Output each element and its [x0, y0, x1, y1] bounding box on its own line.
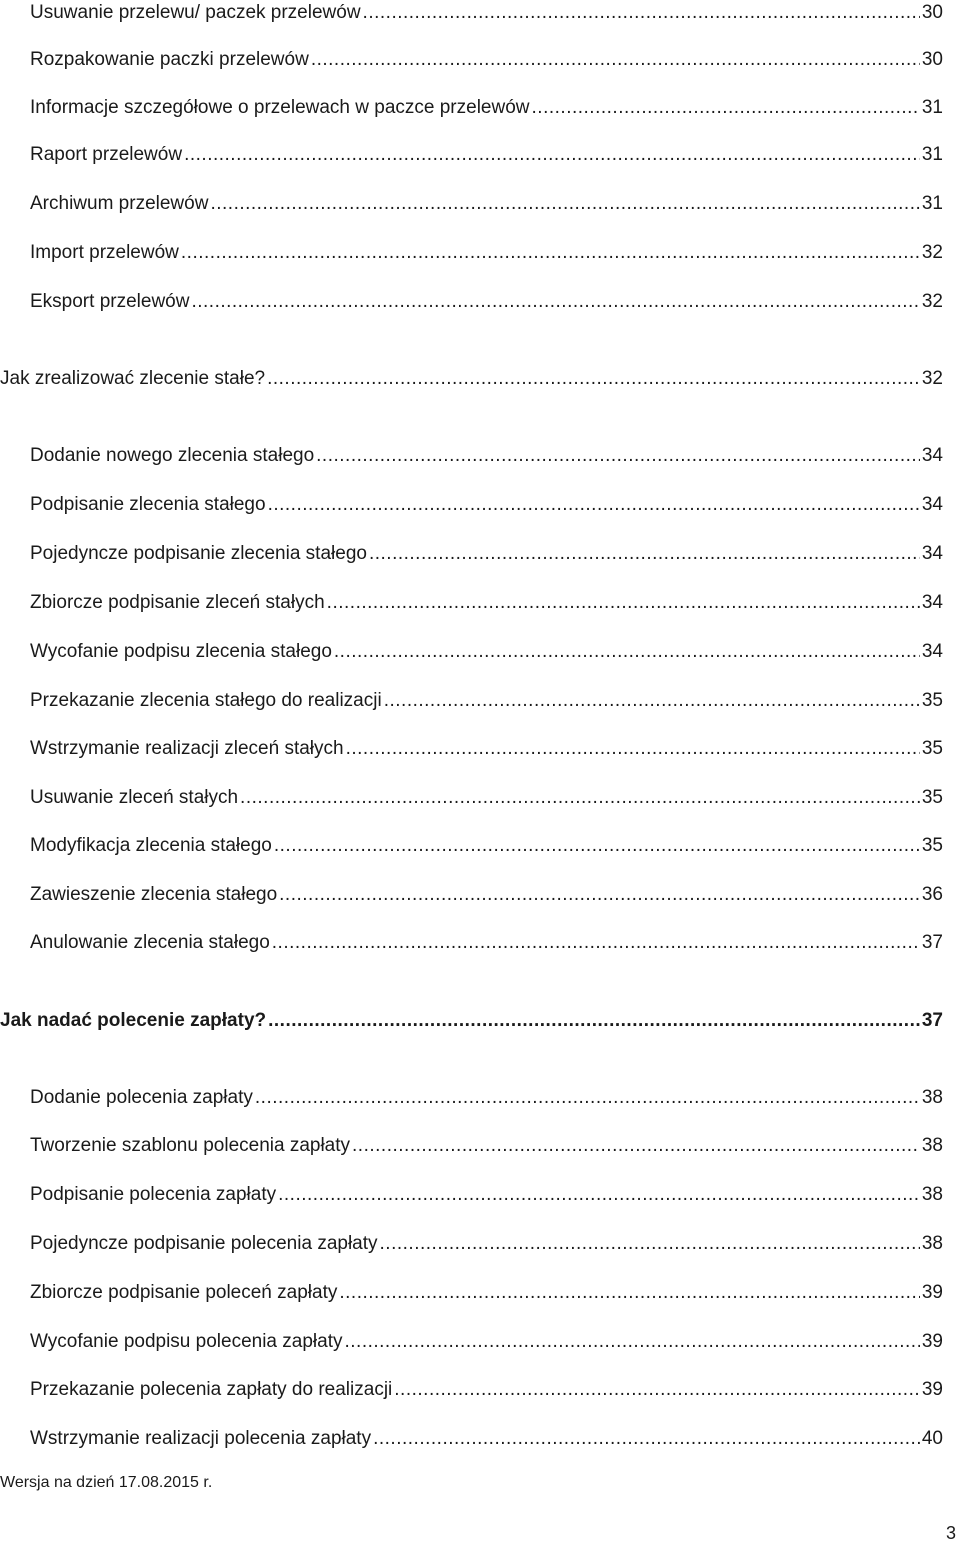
dot-leader [352, 1133, 920, 1159]
toc-entry-title[interactable]: Dodanie nowego zlecenia stałego [30, 445, 315, 466]
toc-entry[interactable] [30, 882, 943, 908]
toc-entry-title[interactable]: Eksport przelewów [30, 291, 190, 312]
toc-entry-page-number[interactable]: 39 [921, 1379, 943, 1400]
toc-entry-title[interactable]: Wstrzymanie realizacji zleceń stałych [30, 738, 344, 759]
dot-leader [210, 191, 919, 217]
toc-entry-title[interactable]: Jak zrealizować zlecenie stałe? [0, 368, 266, 389]
toc-entry-page-number[interactable]: 31 [921, 193, 943, 214]
dot-leader [240, 785, 920, 811]
toc-entry-page-number[interactable]: 34 [921, 641, 943, 662]
dot-leader [346, 736, 920, 762]
toc-entry-title[interactable]: Zbiorcze podpisanie poleceń zapłaty [30, 1282, 338, 1303]
dot-leader [279, 882, 920, 908]
toc-entry-page-number[interactable]: 38 [921, 1233, 943, 1254]
toc-entry-page-number[interactable]: 36 [921, 884, 943, 905]
toc-entry-title[interactable]: Przekazanie polecenia zapłaty do realizacji [30, 1379, 393, 1400]
toc-entry-title[interactable]: Jak nadać polecenie zapłaty? [0, 1010, 267, 1031]
dot-leader [363, 0, 920, 26]
toc-entry[interactable] [30, 191, 943, 217]
toc-entry-title[interactable]: Wycofanie podpisu zlecenia stałego [30, 641, 332, 662]
toc-entry-page-number[interactable]: 38 [921, 1087, 943, 1108]
toc-entry[interactable] [30, 541, 943, 567]
toc-entry-page-number[interactable]: 31 [921, 144, 943, 165]
toc-entry[interactable] [30, 1377, 943, 1403]
toc-entry-page-number[interactable]: 40 [921, 1428, 943, 1449]
document-version: Wersja na dzień 17.08.2015 r. [0, 1474, 213, 1491]
toc-entry-title[interactable]: Raport przelewów [30, 144, 183, 165]
toc-entry[interactable] [30, 736, 943, 762]
toc-entry-title[interactable]: Anulowanie zlecenia stałego [30, 932, 270, 953]
toc-entry-page-number[interactable]: 39 [921, 1282, 943, 1303]
toc-entry[interactable] [30, 443, 943, 469]
toc-entry-title[interactable]: Import przelewów [30, 242, 179, 263]
dot-leader [255, 1085, 920, 1111]
toc-entry-title[interactable]: Zbiorcze podpisanie zleceń stałych [30, 592, 325, 613]
dot-leader [334, 639, 920, 665]
toc-entry[interactable] [30, 639, 943, 665]
page-number: 3 [945, 1523, 956, 1543]
toc-entry[interactable] [30, 0, 943, 26]
toc-entry-page-number[interactable]: 35 [921, 690, 943, 711]
toc-entry-title[interactable]: Podpisanie zlecenia stałego [30, 494, 266, 515]
dot-leader [344, 1329, 919, 1355]
toc-entry-title[interactable]: Rozpakowanie paczki przelewów [30, 49, 309, 70]
dot-leader [268, 1008, 920, 1034]
toc-entry[interactable] [30, 1133, 943, 1159]
dot-leader [373, 1426, 920, 1452]
toc-entry[interactable] [30, 142, 943, 168]
toc-entry[interactable] [30, 930, 943, 956]
dot-leader [316, 443, 920, 469]
dot-leader [184, 142, 920, 168]
toc-entry[interactable] [30, 240, 943, 266]
dot-leader [327, 590, 920, 616]
dot-leader [268, 492, 920, 518]
toc-entry[interactable] [30, 1085, 943, 1111]
toc-entry-page-number[interactable]: 35 [921, 738, 943, 759]
toc-entry[interactable] [0, 366, 943, 392]
toc-entry-title[interactable]: Tworzenie szablonu polecenia zapłaty [30, 1135, 351, 1156]
dot-leader [278, 1182, 920, 1208]
dot-leader [311, 47, 920, 73]
toc-entry-page-number[interactable]: 30 [921, 49, 943, 70]
dot-leader [384, 688, 920, 714]
toc-entry-title[interactable]: Archiwum przelewów [30, 193, 209, 214]
toc-entry-title[interactable]: Pojedyncze podpisanie polecenia zapłaty [30, 1233, 378, 1254]
dot-leader [394, 1377, 920, 1403]
toc-entry[interactable] [30, 688, 943, 714]
toc-entry[interactable] [30, 95, 943, 121]
dot-leader [272, 930, 920, 956]
dot-leader [181, 240, 920, 266]
toc-entry[interactable] [30, 590, 943, 616]
toc-entry[interactable] [30, 1329, 943, 1355]
toc-entry[interactable] [30, 289, 943, 315]
dot-leader [532, 95, 920, 121]
toc-entry-title[interactable]: Dodanie polecenia zapłaty [30, 1087, 253, 1108]
toc-entry-page-number[interactable]: 38 [921, 1184, 943, 1205]
toc-entry-page-number[interactable]: 37 [921, 1010, 943, 1031]
toc-entry-page-number[interactable]: 37 [921, 932, 943, 953]
toc-entry[interactable] [30, 1426, 943, 1452]
toc-entry-page-number[interactable]: 34 [921, 592, 943, 613]
toc-entry-page-number[interactable]: 32 [921, 368, 943, 389]
toc-entry-title[interactable]: Usuwanie zleceń stałych [30, 787, 239, 808]
toc-entry[interactable] [30, 47, 943, 73]
toc-entry-title[interactable]: Wycofanie podpisu polecenia zapłaty [30, 1331, 343, 1352]
toc-entry[interactable] [30, 1280, 943, 1306]
dot-leader [339, 1280, 920, 1306]
toc-entry-title[interactable]: Wstrzymanie realizacji polecenia zapłaty [30, 1428, 372, 1449]
toc-entry-title[interactable]: Podpisanie polecenia zapłaty [30, 1184, 277, 1205]
toc-entry-page-number[interactable]: 34 [921, 445, 943, 466]
toc-entry[interactable] [30, 833, 943, 859]
toc-entry-title[interactable]: Usuwanie przelewu/ paczek przelewów [30, 2, 361, 23]
toc-entry[interactable] [30, 785, 943, 811]
toc-entry-page-number[interactable]: 39 [921, 1331, 943, 1352]
toc-entry[interactable] [30, 1231, 943, 1257]
dot-leader [380, 1231, 920, 1257]
toc-entry-title[interactable]: Modyfikacja zlecenia stałego [30, 835, 272, 856]
toc-entry-page-number[interactable]: 34 [921, 494, 943, 515]
toc-entry-title[interactable]: Informacje szczegółowe o przelewach w paczce przelewów [30, 97, 530, 118]
toc-entry[interactable] [0, 1008, 943, 1034]
toc-entry[interactable] [30, 492, 943, 518]
toc-entry-page-number[interactable]: 35 [921, 787, 943, 808]
toc-entry[interactable] [30, 1182, 943, 1208]
toc-entry-page-number[interactable]: 38 [921, 1135, 943, 1156]
toc-entry-title[interactable]: Zawieszenie zlecenia stałego [30, 884, 278, 905]
toc-entry-title[interactable]: Pojedyncze podpisanie zlecenia stałego [30, 543, 367, 564]
toc-entry-page-number[interactable]: 31 [921, 97, 943, 118]
toc-entry-title[interactable]: Przekazanie zlecenia stałego do realizacji [30, 690, 382, 711]
toc-entry-page-number[interactable]: 32 [921, 291, 943, 312]
dot-leader [369, 541, 920, 567]
toc-entry-page-number[interactable]: 34 [921, 543, 943, 564]
toc-entry-page-number[interactable]: 35 [921, 835, 943, 856]
dot-leader [267, 366, 920, 392]
dot-leader [191, 289, 919, 315]
toc-entry-page-number[interactable]: 32 [921, 242, 943, 263]
toc-entry-page-number[interactable]: 30 [921, 2, 943, 23]
dot-leader [274, 833, 920, 859]
